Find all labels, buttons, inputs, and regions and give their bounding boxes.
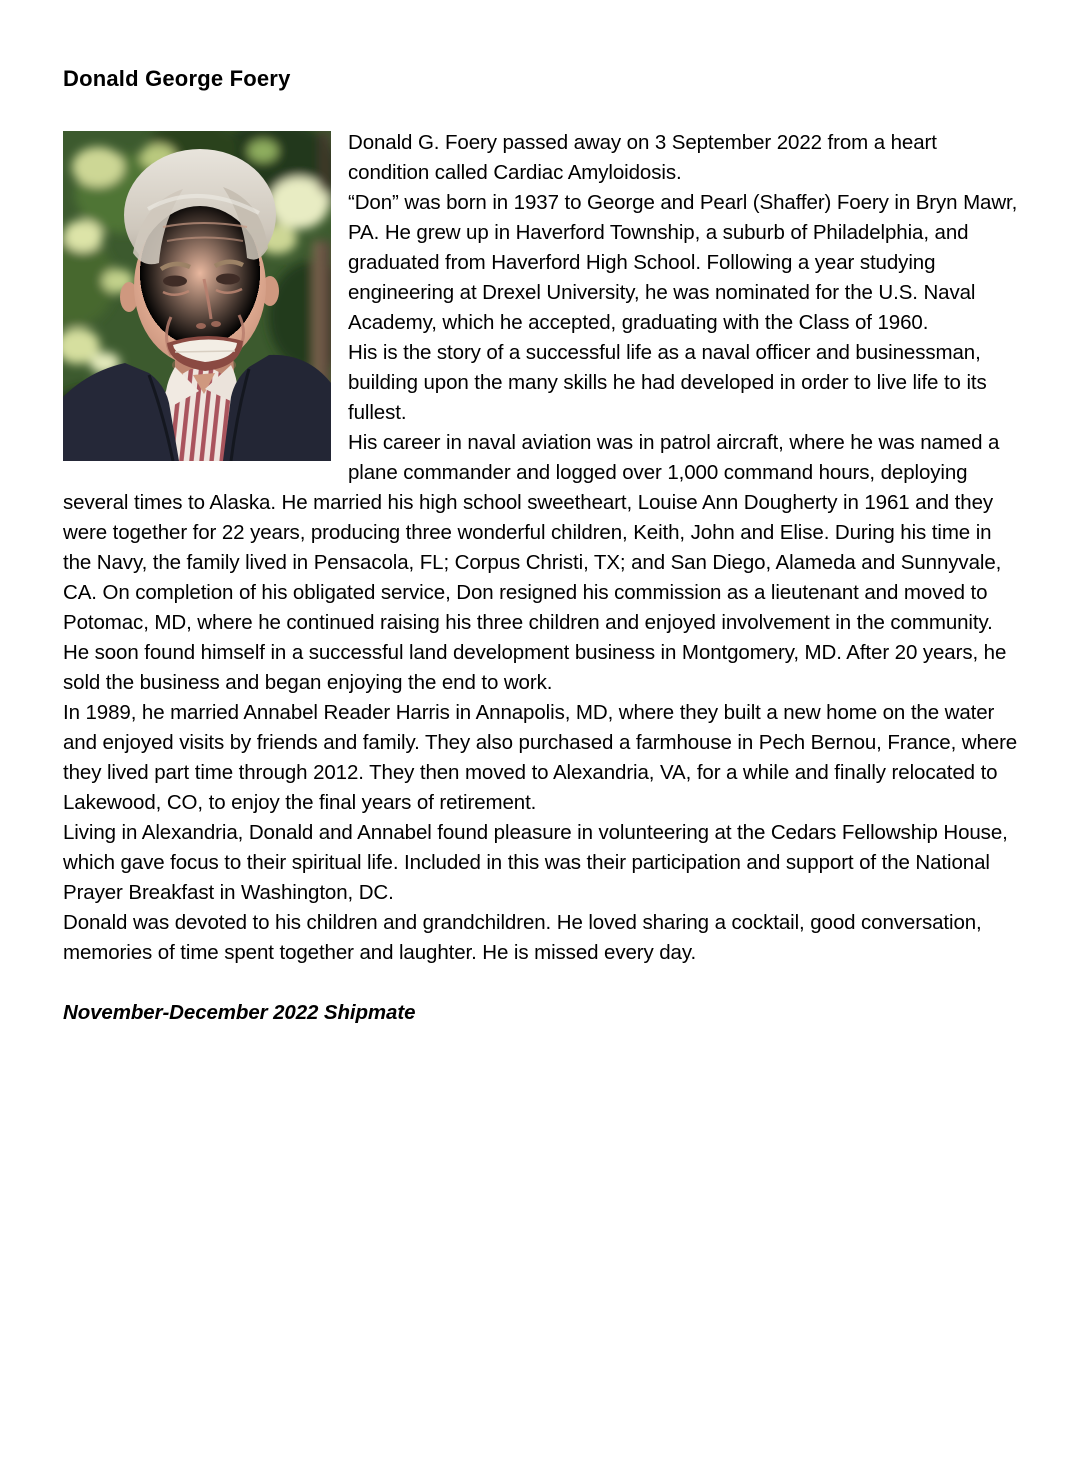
obituary-paragraph-1: Donald G. Foery passed away on 3 September 2022 from a heart condition called Cardiac Amyloidosis. bbox=[348, 131, 937, 184]
obituary-paragraph-2: “Don” was born in 1937 to George and Pearl (Shaffer) Foery in Bryn Mawr, PA. He grew up in Haverford Township, a suburb of Philadelphia, and graduated from Haverford High School. Following a year studying engineering at Drexel University, he was nominated for the U.S. Naval Academy, which he accepted, graduating with the Class of 1960. bbox=[348, 191, 1018, 334]
portrait-photo-illustration bbox=[63, 131, 331, 461]
page-title: Donald George Foery bbox=[63, 66, 291, 91]
source-citation: November-December 2022 Shipmate bbox=[63, 1001, 416, 1024]
obituary-paragraph-6: In 1989, he married Annabel Reader Harris in Annapolis, MD, where they built a new home on the water and enjoyed visits by friends and family. They also purchased a farmhouse in Pech Bernou, France, where they lived part time through 2012. They then moved to Alexandria, VA, for a while and finally relocated to Lakewood, CO, to enjoy the final years of retirement. bbox=[63, 701, 1018, 814]
obituary-paragraph-8: Donald was devoted to his children and grandchildren. He loved sharing a cocktail, good conversation, memories of time spent together and laughter. He is missed every day. bbox=[63, 911, 982, 964]
obituary-paragraph-7: Living in Alexandria, Donald and Annabel found pleasure in volunteering at the Cedars Fellowship House, which gave focus to their spiritual life. Included in this was their participation and support of the National Prayer Breakfast in Washington, DC. bbox=[63, 821, 1008, 904]
document-page bbox=[0, 66, 1088, 1474]
obituary-paragraph-3: His is the story of a successful life as a naval officer and businessman, building upon the many skills he had developed in order to live life to its fullest. bbox=[348, 341, 987, 424]
obituary-paragraph-4: His career in naval aviation was in patrol aircraft, where he was named a plane commander and logged over 1,000 command hours, deploying several times to Alaska. He married his high school sweetheart, Louise Ann Dougherty in 1961 and they were together for 22 years, producing three wonderful children, Keith, John and Elise. During his time in the Navy, the family lived in Pensacola, FL; Corpus Christi, TX; and San Diego, Alameda and Sunnyvale, CA. On completion of his obligated service, Don resigned his commission as a lieutenant and moved to Potomac, MD, where he continued raising his three children and enjoyed involvement in the community. bbox=[63, 431, 1002, 634]
obituary-paragraph-5: He soon found himself in a successful land development business in Montgomery, MD. After 20 years, he sold the business and began enjoying the end to work. bbox=[63, 641, 1007, 694]
obituary-body bbox=[63, 128, 1022, 1028]
portrait-photo bbox=[63, 131, 331, 461]
